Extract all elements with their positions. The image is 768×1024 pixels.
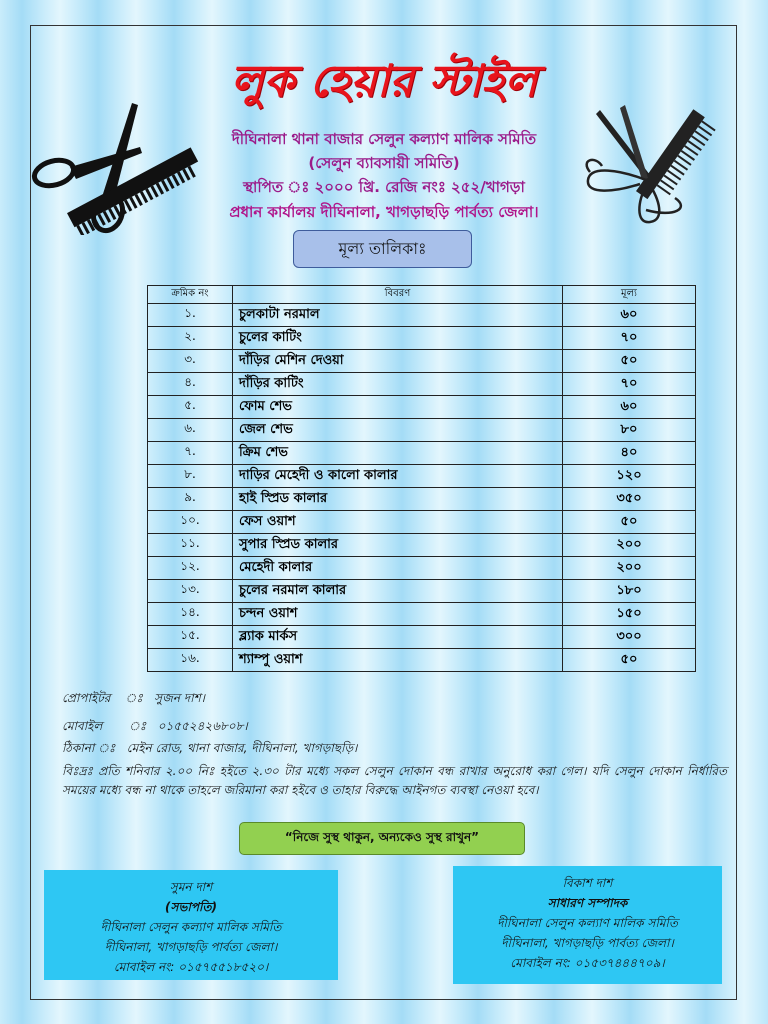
description-cell: ফেস ওয়াশ: [233, 511, 563, 534]
table-row: [148, 511, 696, 534]
table-row: [148, 649, 696, 672]
description-cell: দাঁড়ির মেশিন দেওয়া: [233, 350, 563, 373]
president-name: সুমন দাশ: [169, 880, 213, 894]
proprietor-line: প্রোপাইটর ঃ সুজন দাশ।: [62, 691, 205, 705]
table-row: [148, 327, 696, 350]
table-row: [148, 396, 696, 419]
table-row: [148, 350, 696, 373]
description-cell: শ্যাম্পু ওয়াশ: [233, 649, 563, 672]
serial-cell: ১৩.: [148, 580, 233, 603]
price-cell: ৫০: [563, 511, 696, 534]
serial-cell: ৬.: [148, 419, 233, 442]
serial-cell: ২.: [148, 327, 233, 350]
president-role: (সভাপতি): [165, 900, 217, 914]
description-cell: ক্রিম শেভ: [233, 442, 563, 465]
description-cell: জেল শেভ: [233, 419, 563, 442]
secretary-name: বিকাশ দাশ: [562, 876, 613, 890]
price-cell: ৩৫০: [563, 488, 696, 511]
serial-cell: ১১.: [148, 534, 233, 557]
secretary-card: [453, 866, 722, 984]
serial-cell: ৮.: [148, 465, 233, 488]
price-cell: ২০০: [563, 557, 696, 580]
description-cell: দাঁড়ির কাটিং: [233, 373, 563, 396]
serial-cell: ১৫.: [148, 626, 233, 649]
slogan-banner: “নিজে সুস্থ থাকুন, অন্যকেও সুস্থ রাখুন”: [239, 822, 525, 855]
price-cell: ৪০: [563, 442, 696, 465]
price-table: [147, 285, 696, 672]
serial-cell: ১০.: [148, 511, 233, 534]
association-name: দীঘিনালা থানা বাজার সেলুন কল্যাণ মালিক সমিতি: [231, 130, 537, 148]
secretary-org: দীঘিনালা সেলুন কল্যাণ মালিক সমিতি: [497, 916, 678, 930]
page-title: লুক হেয়ার স্টাইল: [230, 56, 538, 107]
description-cell: চন্দন ওয়াশ: [233, 603, 563, 626]
table-header-row: [148, 286, 696, 304]
price-cell: ৭০: [563, 373, 696, 396]
price-cell: ২০০: [563, 534, 696, 557]
address-line: ঠিকানা ঃ মেইন রোড, থানা বাজার, দীঘিনালা, খাগড়াছড়ি।: [62, 741, 358, 755]
price-cell: ৬০: [563, 304, 696, 327]
table-row: [148, 442, 696, 465]
serial-cell: ৯.: [148, 488, 233, 511]
table-row: [148, 419, 696, 442]
president-org: দীঘিনালা সেলুন কল্যাণ মালিক সমিতি: [100, 920, 282, 934]
price-cell: ৬০: [563, 396, 696, 419]
description-cell: চুলের নরমাল কালার: [233, 580, 563, 603]
price-cell: ৭০: [563, 327, 696, 350]
description-cell: ফোম শেভ: [233, 396, 563, 419]
secretary-mobile: মোবাইল নং: ০১৫৩৭৪৪৪৭০৯।: [510, 956, 665, 970]
description-cell: ব্ল্যাক মার্কস: [233, 626, 563, 649]
table-row: [148, 534, 696, 557]
description-cell: দাড়ির মেহেদী ও কালো কালার: [233, 465, 563, 488]
serial-cell: ৫.: [148, 396, 233, 419]
table-row: [148, 626, 696, 649]
association-type: (সেলুন ব্যাবসায়ী সমিতি): [308, 154, 460, 172]
table-row: [148, 304, 696, 327]
column-header-description: বিবরণ: [233, 286, 563, 304]
serial-cell: ১২.: [148, 557, 233, 580]
secretary-role: সাধারণ সম্পাদক: [547, 896, 628, 910]
serial-cell: ১.: [148, 304, 233, 327]
column-header-serial: ক্রমিক নং: [148, 286, 233, 304]
description-cell: চুলের কাটিং: [233, 327, 563, 350]
notice-text: বিঃদ্রঃ প্রতি শনিবার ২.০০ নিঃ হইতে ২.৩০ টার মধ্যে সকল সেলুন দোকান বন্ধ রাখার অনুরোধ করা গেল। যদি সেলুন দোকান নির্ধারিত সময়ের মধ্যে বন্ধ না থাকে তাহলে জরিমানা করা হইবে ও তাহার বিরুদ্ধে আইনগত ব্যবস্থা নেওয়া হবে।: [62, 764, 727, 797]
table-row: [148, 465, 696, 488]
table-row: [148, 557, 696, 580]
price-list-heading: মূল্য তালিকাঃ: [293, 230, 472, 268]
established-info: স্থাপিত ঃ ২০০০ খ্রি. রেজি নংঃ ২৫২/খাগড়া: [243, 178, 525, 196]
price-cell: ৩০০: [563, 626, 696, 649]
president-card: [44, 870, 338, 980]
description-cell: হাই স্প্রিড কালার: [233, 488, 563, 511]
column-header-price: মূল্য: [563, 286, 696, 304]
price-cell: ৫০: [563, 649, 696, 672]
serial-cell: ৭.: [148, 442, 233, 465]
description-cell: মেহেদী কালার: [233, 557, 563, 580]
table-row: [148, 580, 696, 603]
secretary-place: দীঘিনালা, খাগড়াছড়ি পার্বত্য জেলা।: [501, 936, 674, 950]
president-place: দীঘিনালা, খাগড়াছড়ি পার্বত্য জেলা।: [104, 940, 278, 954]
price-cell: ৫০: [563, 350, 696, 373]
serial-cell: ১৬.: [148, 649, 233, 672]
price-cell: ১২০: [563, 465, 696, 488]
head-office: প্রধান কার্যালয় দীঘিনালা, খাগড়াছড়ি পার্বত্য জেলা।: [229, 203, 539, 221]
price-cell: ১৫০: [563, 603, 696, 626]
president-mobile: মোবাইল নং: ০১৫৭৫৫১৮৫২০।: [113, 960, 269, 974]
serial-cell: ৪.: [148, 373, 233, 396]
table-row: [148, 603, 696, 626]
price-cell: ৮০: [563, 419, 696, 442]
table-row: [148, 488, 696, 511]
table-row: [148, 373, 696, 396]
description-cell: চুলকাটা নরমাল: [233, 304, 563, 327]
price-cell: ১৮০: [563, 580, 696, 603]
serial-cell: ১৪.: [148, 603, 233, 626]
description-cell: সুপার স্প্রিড কালার: [233, 534, 563, 557]
mobile-line: মোবাইল ঃ ০১৫৫২৪২৬৮০৮।: [62, 719, 248, 733]
serial-cell: ৩.: [148, 350, 233, 373]
